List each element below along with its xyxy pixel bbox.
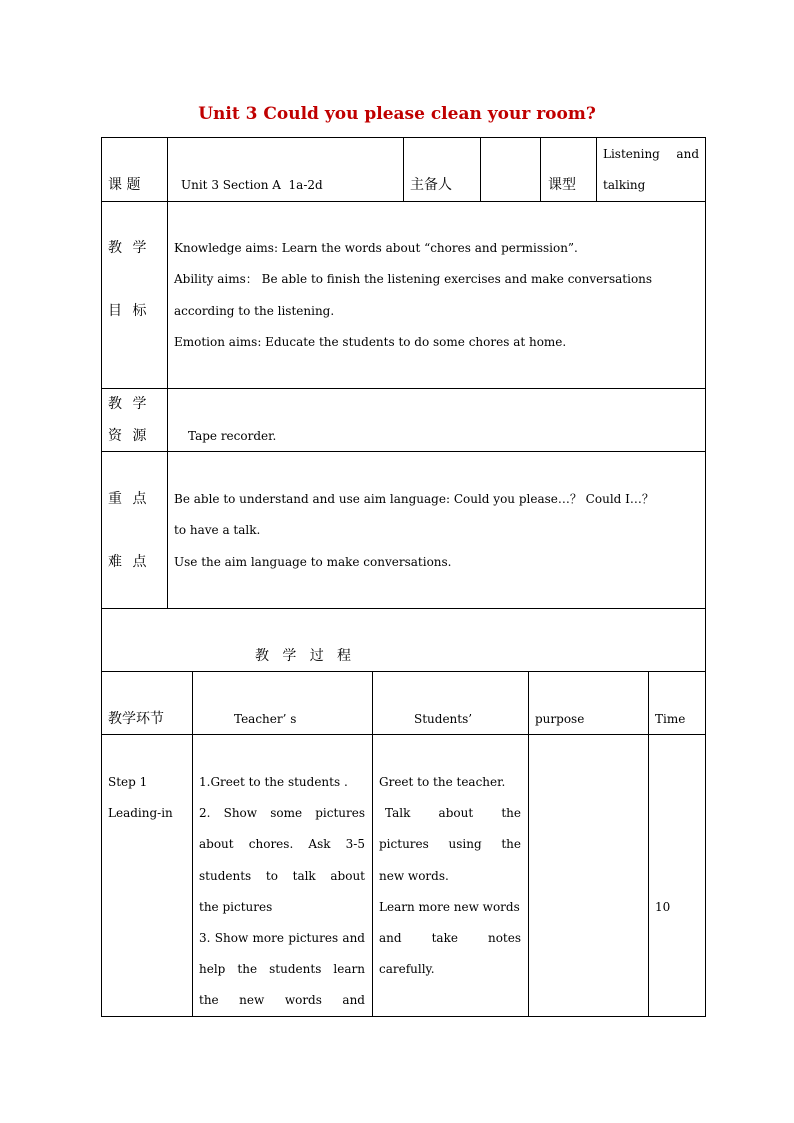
col-divider	[372, 671, 373, 1017]
col-header-time: Time	[655, 712, 686, 726]
type-value-line2: talking	[603, 178, 646, 192]
time-value: 10	[655, 900, 671, 914]
col-divider	[192, 671, 193, 1017]
col-header-stage: 教学环节	[108, 711, 164, 727]
teacher-line: the pictures	[199, 900, 273, 914]
key-points-line: Be able to understand and use aim language: Could you please…？ Could I…？	[174, 492, 654, 506]
process-heading: 教 学 过 程	[255, 648, 352, 664]
col-divider	[528, 671, 529, 1017]
teacher-line: 2. Show some pictures	[199, 806, 365, 820]
key-points-label-top: 重 点	[108, 491, 147, 507]
col-divider	[403, 137, 404, 201]
objectives-line: Ability aims： Be able to finish the listening exercises and make conversations	[174, 272, 653, 286]
resources-label-top: 教 学	[108, 396, 147, 412]
col-header-purpose: purpose	[535, 712, 585, 726]
teacher-line: the new words and	[199, 993, 365, 1007]
key-points-line: to have a talk.	[174, 523, 261, 537]
student-line: new words.	[379, 869, 449, 883]
student-line: Talk about the	[385, 806, 521, 820]
col-divider	[480, 137, 481, 201]
key-points-label-bottom: 难 点	[108, 554, 147, 570]
topic-value: Unit 3 Section A 1a-2d	[181, 178, 323, 192]
teacher-line: 1.Greet to the students .	[199, 775, 348, 789]
col-header-students: Students’	[414, 712, 473, 726]
topic-label: 课 题	[108, 177, 141, 193]
step-line: Leading-in	[108, 806, 173, 820]
resources-value: Tape recorder.	[188, 429, 277, 443]
teacher-line: 3. Show more pictures and	[199, 931, 365, 945]
objectives-line: Knowledge aims: Learn the words about “chores and permission”.	[174, 241, 578, 255]
resources-label-bottom: 资 源	[108, 428, 147, 444]
preparer-label: 主备人	[410, 177, 452, 193]
col-divider	[596, 137, 597, 201]
col-divider	[648, 671, 649, 1017]
step-line: Step 1	[108, 775, 148, 789]
type-value-line1: Listening and	[603, 147, 699, 161]
row-divider	[101, 201, 706, 202]
col-divider	[540, 137, 541, 201]
document-title: Unit 3 Could you please clean your room?	[198, 104, 596, 124]
student-line: carefully.	[379, 962, 435, 976]
objectives-line: according to the listening.	[174, 304, 335, 318]
objectives-line: Emotion aims: Educate the students to do some chores at home.	[174, 335, 567, 349]
student-line: and take notes	[379, 931, 521, 945]
student-line: pictures using the	[379, 837, 521, 851]
row-divider	[101, 388, 706, 389]
objectives-label-bottom: 目 标	[108, 303, 147, 319]
col-header-teacher: Teacher’ s	[234, 712, 297, 726]
key-points-line: Use the aim language to make conversations.	[174, 555, 452, 569]
student-line: Greet to the teacher.	[379, 775, 506, 789]
row-divider	[101, 608, 706, 609]
teacher-line: students to talk about	[199, 869, 365, 883]
objectives-label-top: 教 学	[108, 240, 147, 256]
teacher-line: help the students learn	[199, 962, 365, 976]
col-divider	[167, 137, 168, 608]
type-label: 课型	[548, 177, 576, 193]
teacher-line: about chores. Ask 3-5	[199, 837, 365, 851]
student-line: Learn more new words	[379, 900, 520, 914]
